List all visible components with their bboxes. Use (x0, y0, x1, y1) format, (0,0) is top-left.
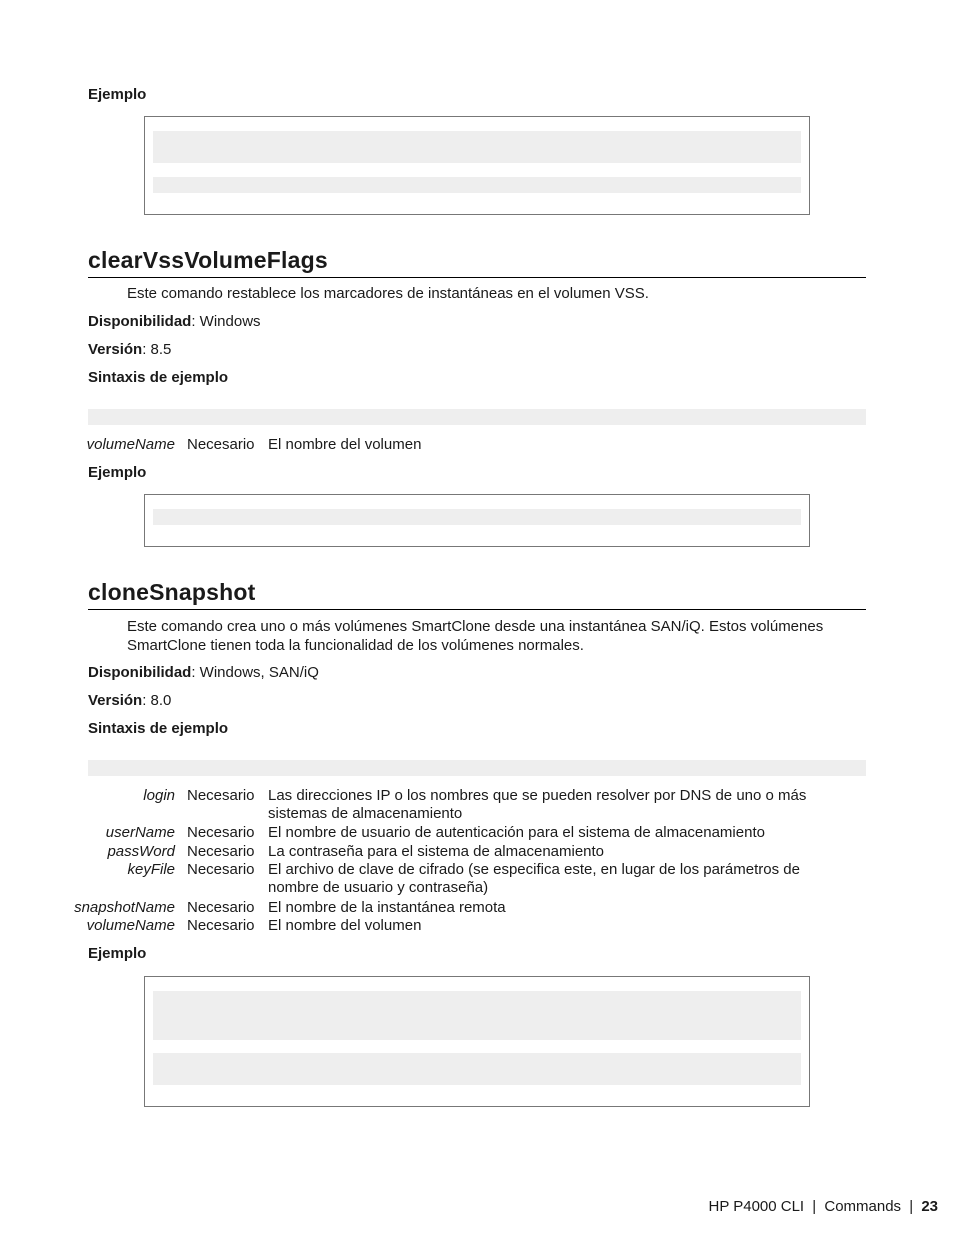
param-name: snapshotName (74, 899, 175, 916)
param-required: Necesario (187, 787, 255, 804)
code-example-box (144, 116, 810, 215)
footer-chapter: Commands (824, 1198, 902, 1215)
page-number: 23 (921, 1198, 938, 1215)
example-label: Ejemplo (88, 945, 147, 962)
availability-row (88, 313, 261, 330)
code-example-box (144, 976, 810, 1107)
param-description: El nombre del volumen (268, 436, 422, 453)
version-label: Versión (88, 341, 143, 358)
footer-doc-title: HP P4000 CLI (708, 1198, 805, 1215)
section-description (127, 617, 823, 655)
code-example-box (144, 494, 810, 547)
param-required: Necesario (187, 899, 255, 916)
param-row (0, 861, 954, 899)
param-row (0, 436, 954, 456)
syntax-code-block (88, 409, 866, 425)
code-line (153, 991, 801, 1040)
param-row (0, 899, 954, 919)
version-row (88, 341, 171, 358)
availability-value: : Windows (191, 313, 261, 330)
param-description-line: El nombre del volumen (268, 917, 422, 934)
param-description-line: El archivo de clave de cifrado (se especifica este, en lugar de los parámetros de (268, 861, 800, 878)
availability-label: Disponibilidad (88, 664, 192, 681)
param-description (268, 843, 828, 861)
syntax-label: Sintaxis de ejemplo (88, 369, 229, 386)
section-title-clearvssvolumeflags: clearVssVolumeFlags (88, 247, 328, 273)
param-name: login (143, 787, 175, 804)
param-row (0, 843, 954, 863)
description-line: Este comando crea uno o más volúmenes SmartClone desde una instantánea SAN/iQ. Estos volúmenes (127, 618, 824, 635)
version-label: Versión (88, 692, 143, 709)
version-row (88, 692, 171, 709)
param-description (268, 861, 828, 897)
param-required: Necesario (187, 436, 255, 453)
code-line (153, 1053, 801, 1085)
code-line (153, 177, 801, 193)
syntax-label: Sintaxis de ejemplo (88, 720, 229, 737)
param-name: volumeName (86, 917, 175, 934)
availability-row (88, 664, 319, 681)
section-divider (88, 277, 866, 278)
param-name: userName (105, 824, 175, 841)
param-row (0, 787, 954, 825)
param-description-line: El nombre de usuario de autenticación para el sistema de almacenamiento (268, 824, 765, 841)
param-row (0, 917, 954, 937)
example-label: Ejemplo (88, 86, 147, 103)
param-name: volumeName (86, 436, 175, 453)
param-description-line: nombre de usuario y contraseña) (268, 879, 489, 896)
page-footer (708, 1198, 938, 1215)
param-required: Necesario (187, 861, 255, 878)
param-description (268, 787, 828, 823)
availability-label: Disponibilidad (88, 313, 192, 330)
section-title-clonesnapshot: cloneSnapshot (88, 579, 256, 605)
syntax-code-block (88, 760, 866, 776)
availability-value: : Windows, SAN/iQ (191, 664, 319, 681)
footer-separator: | (909, 1198, 914, 1215)
example-label: Ejemplo (88, 464, 147, 481)
param-required: Necesario (187, 917, 255, 934)
param-description-line: Las direcciones IP o los nombres que se pueden resolver por DNS de uno o más (268, 787, 807, 804)
version-value: : 8.5 (142, 341, 172, 358)
code-line (153, 509, 801, 525)
param-description-line: sistemas de almacenamiento (268, 805, 463, 822)
param-required: Necesario (187, 824, 255, 841)
param-name: keyFile (127, 861, 175, 878)
param-description-line: El nombre de la instantánea remota (268, 899, 506, 916)
param-description (268, 824, 828, 842)
param-description-line: La contraseña para el sistema de almacenamiento (268, 843, 605, 860)
description-line: SmartClone tienen toda la funcionalidad de los volúmenes normales. (127, 637, 584, 654)
param-row (0, 824, 954, 844)
version-value: : 8.0 (142, 692, 172, 709)
section-description: Este comando restablece los marcadores de instantáneas en el volumen VSS. (127, 285, 649, 302)
footer-separator: | (812, 1198, 817, 1215)
section-divider (88, 609, 866, 610)
param-name: passWord (107, 843, 175, 860)
param-description (268, 917, 828, 935)
param-required: Necesario (187, 843, 255, 860)
param-description (268, 899, 828, 917)
code-line (153, 131, 801, 163)
